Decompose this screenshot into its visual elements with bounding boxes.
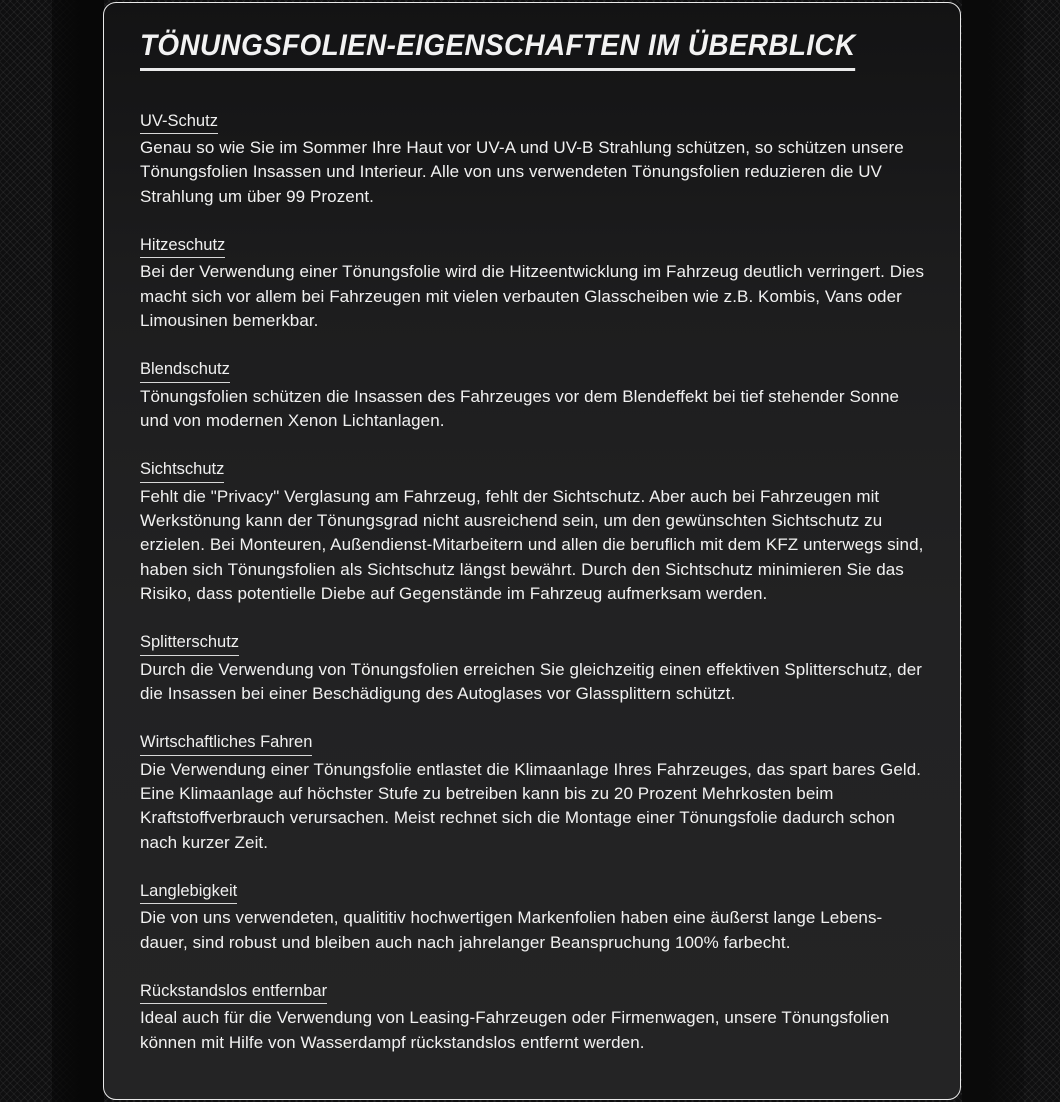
section-heading: Sichtschutz (140, 459, 224, 482)
section-heading: UV-Schutz (140, 111, 218, 134)
section-body: Ideal auch für die Verwendung von Leasing-Fahrzeugen oder Firmenwagen, unsere Tönungsfolien können mit Hilfe von Wasserdampf rückstandslos entfernt werden. (140, 1008, 890, 1052)
section-list (140, 111, 926, 1055)
section-heading: Rückstandslos entfernbar (140, 981, 327, 1004)
section-body: Bei der Verwendung einer Tönungsfolie wird die Hitzeentwicklung im Fahrzeug deutlich verringert. Dies macht sich vor allem bei Fahrzeugen mit vielen verbauten Glasscheiben wie z.B. Kombis, Vans oder Limousinen bemerkbar. (140, 262, 925, 330)
content-section (140, 459, 926, 606)
backdrop-band-right (962, 0, 1024, 1102)
section-body: Genau so wie Sie im Sommer Ihre Haut vor UV-A und UV-B Strahlung schützen, so schützen unsere Tönungsfolien Insassen und Interieur. Alle von uns verwendeten Tönungsfolien reduzieren die UV Strahlung um über 99 Prozent. (140, 138, 904, 206)
page-title-wrapper (140, 29, 926, 71)
page-title: TÖNUNGSFOLIEN-EIGENSCHAFTEN IM ÜBERBLICK (140, 29, 855, 71)
section-heading: Blendschutz (140, 359, 230, 382)
content-section (140, 732, 926, 855)
section-body: Die Verwendung einer Tönungsfolie entlastet die Klimaanlage Ihres Fahrzeuges, das spart bares Geld. Eine Klimaanlage auf höchster Stufe zu betreiben kann bis zu 20 Prozent Mehrkosten beim Kraftstoffverbrauch verursachen. Meist rechnet sich die Montage einer Tönungsfolie dadurch schon nach kurzer Zeit. (140, 759, 922, 852)
content-section (140, 881, 926, 955)
content-panel (103, 2, 961, 1100)
section-body: Fehlt die "Privacy" Verglasung am Fahrzeug, fehlt der Sichtschutz. Aber auch bei Fahrzeugen mit Werkstönung kann der Tönungsgrad nicht ausreichend sein, um den gewünschten Sichtschutz zu erzielen. Bei Monteuren, Außendienst-Mitarbeitern und allen die beruflich mit dem KFZ unterwegs sind, haben sich Tönungsfolien als Sichtschutz längst bewährt. Durch den Sichtschutz minimieren Sie das Risiko, dass potentielle Diebe auf Gegenstände im Fahrzeug aufmerksam werden. (140, 486, 924, 603)
section-body: Durch die Verwendung von Tönungsfolien erreichen Sie gleichzeitig einen effektiven Splitterschutz, der die Insassen bei einer Beschädigung des Autoglases vor Glassplittern schützt. (140, 659, 923, 703)
section-heading: Langlebigkeit (140, 881, 237, 904)
section-heading: Wirtschaftliches Fahren (140, 732, 312, 755)
panel-inner (104, 3, 960, 1055)
section-heading: Hitzeschutz (140, 235, 225, 258)
content-section (140, 111, 926, 209)
content-section (140, 359, 926, 433)
content-section (140, 235, 926, 333)
content-section (140, 981, 926, 1055)
section-body: Tönungsfolien schützen die Insassen des Fahrzeuges vor dem Blendeffekt bei tief stehender Sonne und von modernen Xenon Lichtanlagen. (140, 386, 900, 430)
content-section (140, 632, 926, 706)
section-heading: Splitterschutz (140, 632, 239, 655)
backdrop-band-left (52, 0, 104, 1102)
section-body: Die von uns verwendeten, qualititiv hochwertigen Markenfolien haben eine äußerst lange Lebens-dauer, sind robust und bleiben auch nach jahrelanger Beanspruchung 100% farbecht. (140, 908, 883, 952)
